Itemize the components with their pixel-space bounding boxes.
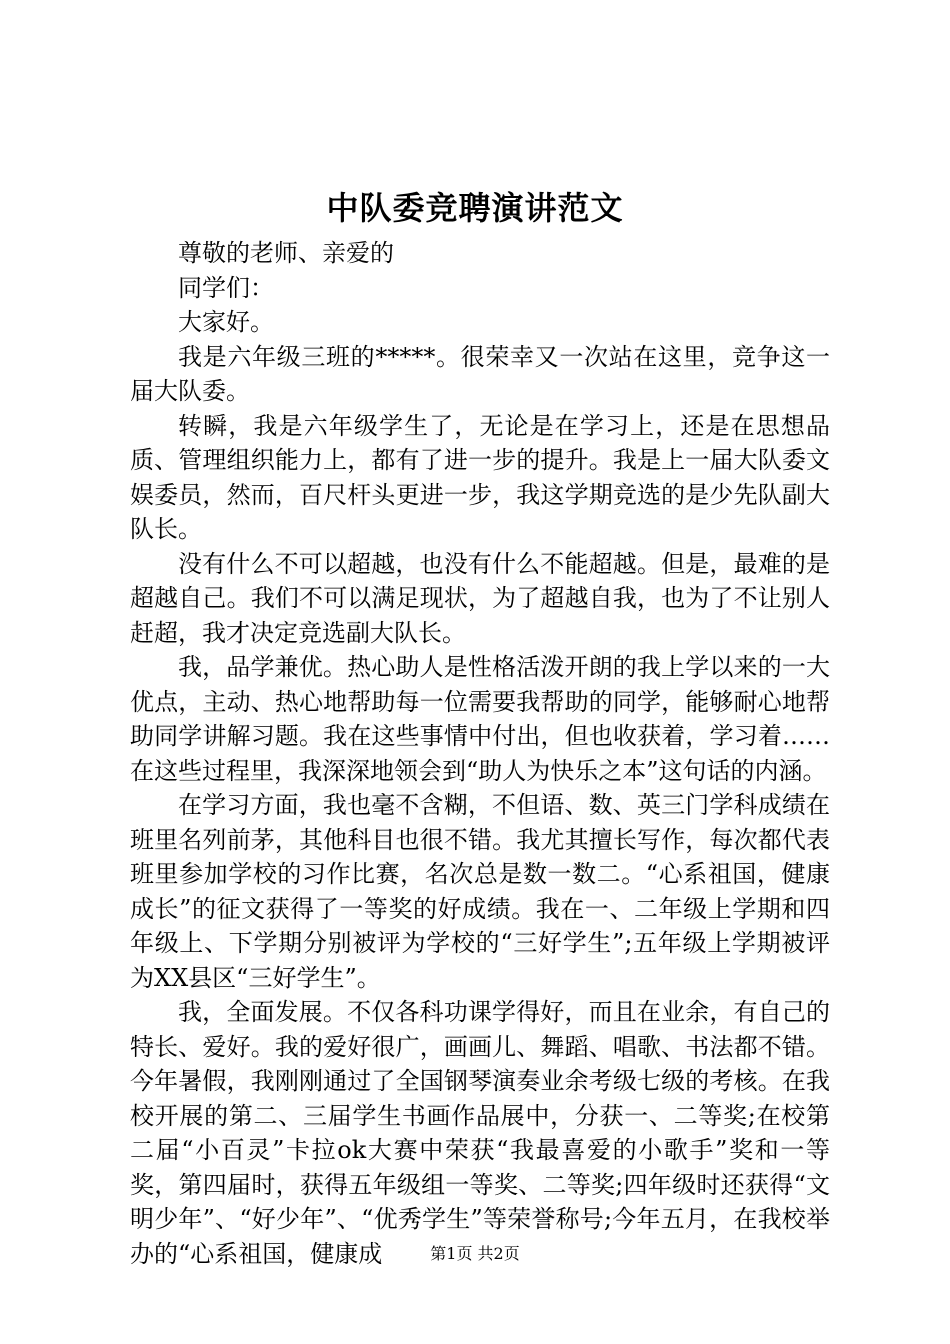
salutation-line-1: 尊敬的老师、亲爱的 [178,239,394,267]
document-title: 中队委竞聘演讲范文 [326,189,624,227]
paragraph-motivation: 没有什么不可以超越，也没有什么不能超越。但是，最难的是超越自己。我们不可以满足现状，为了超越自我，也为了不让别人赶超，我才决定竞选副大队长。 [130,549,830,647]
document-body [130,236,830,1271]
salutation-line-2: 同学们： [178,273,274,302]
paragraph-character: 我，品学兼优。热心助人是性格活泼开朗的我上学以来的一大优点，主动、热心地帮助每一位需要我帮助的同学，能够耐心地帮助同学讲解习题。我在这些事情中付出，但也收获着，学习着……在这些过程里，我深深地领会到“助人为快乐之本”这句话的内涵。 [130,653,830,785]
greeting: 大家好。 [178,308,274,336]
paragraph-talents: 我，全面发展。不仅各科功课学得好，而且在业余，有自己的特长、爱好。我的爱好很广，画画儿、舞蹈、唱歌、书法都不错。今年暑假，我刚刚通过了全国钢琴演奏业余考级七级的考核。在我校开展的第二、三届学生书画作品展中，分获一、二等奖;在校第二届“小百灵”卡拉ok大赛中荣获“我最喜爱的小歌手”奖和一等奖，第四届时，获得五年级组一等奖、二等奖;四年级时还获得“文明少年”、“好少年”、“优秀学生”等荣誉称号;今年五月，在我校举办的“心系祖国，健康成 [130,998,830,1268]
page-footer: 第1页 共2页 [430,1244,520,1263]
paragraph-goal: 转瞬，我是六年级学生了，无论是在学习上，还是在思想品质、管理组织能力上，都有了进一步的提升。我是上一届大队委文娱委员，然而，百尺杆头更进一步，我这学期竞选的是少先队副大队长。 [130,411,830,543]
paragraph-study: 在学习方面，我也毫不含糊，不但语、数、英三门学科成绩在班里名列前茅，其他科目也很不错。我尤其擅长写作，每次都代表班里参加学校的习作比赛，名次总是数一数二。“心系祖国，健康成长”的征文获得了一等奖的好成绩。我在一、二年级上学期和四年级上、下学期分别被评为学校的“三好学生”;五年级上学期被评为XX县区“三好学生”。 [130,791,830,992]
paragraph-intro: 我是六年级三班的*****。很荣幸又一次站在这里，竞争这一届大队委。 [130,342,830,405]
